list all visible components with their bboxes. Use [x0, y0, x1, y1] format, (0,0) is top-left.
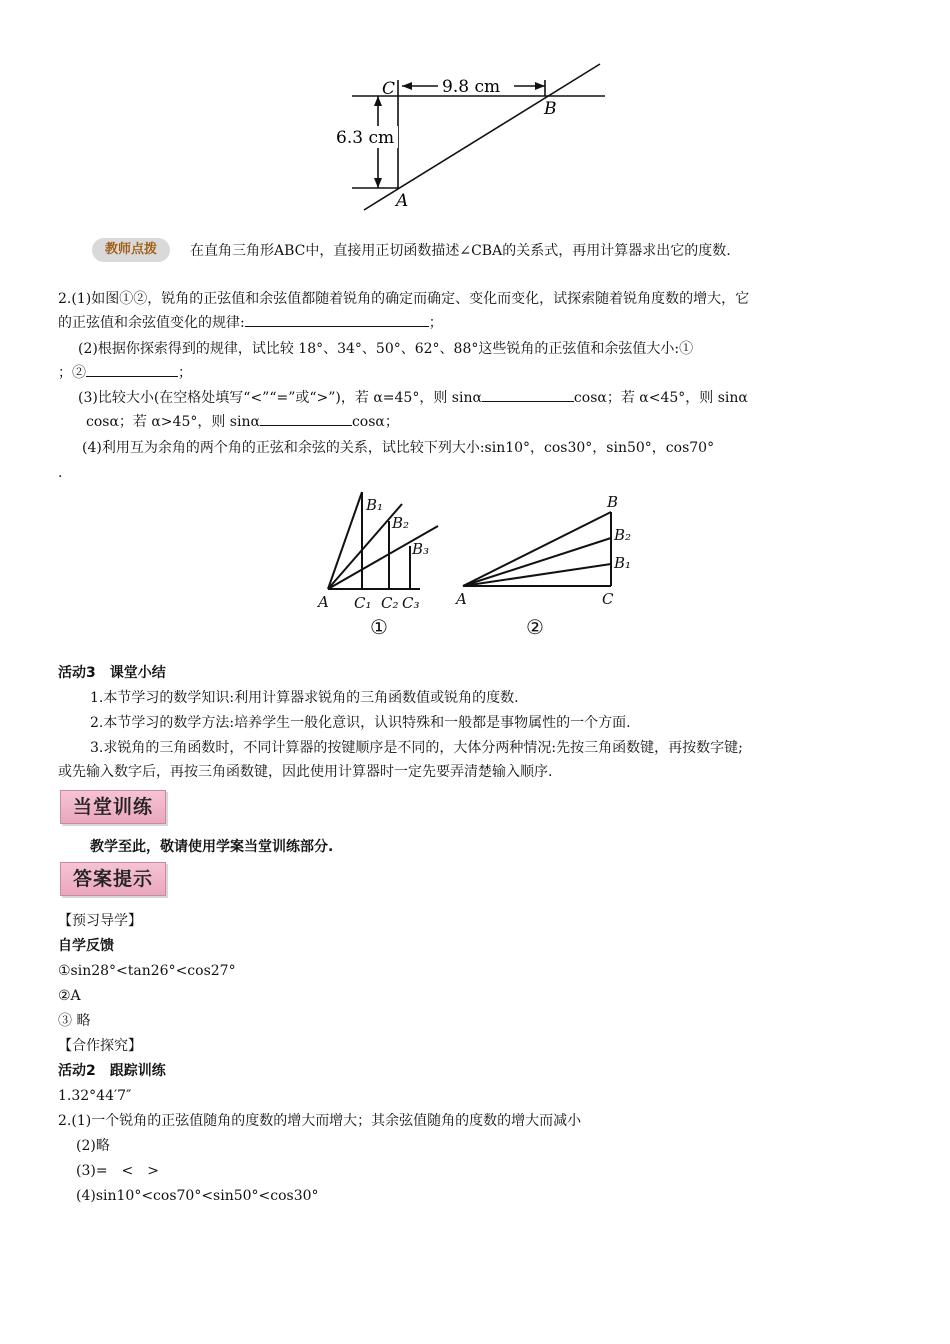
coop-header: 【合作探究】 [58, 1038, 142, 1054]
teacher-tip-text: 在直角三角形ABC中，直接用正切函数描述∠CBA的关系式，再用计算器求出它的度数. [190, 243, 731, 259]
practice-banner: 当堂训练 [60, 790, 166, 824]
fig1-label-B1: B₁ [366, 496, 384, 514]
q2-p2-start: ；② [58, 365, 86, 381]
fig2-label-B2: B₂ [614, 526, 632, 544]
answer-2: ②A [58, 988, 81, 1004]
fig1-label-C3: C₃ [402, 594, 420, 612]
dimension-vertical: 6.3 cm [336, 128, 395, 148]
fig2-label-B: B [607, 493, 619, 511]
fig1-label-C2: C₂ [381, 594, 399, 612]
dimension-horizontal: 9.8 cm [442, 77, 501, 97]
answer-b2-2: (2)略 [76, 1138, 110, 1154]
answer-blank[interactable] [86, 362, 178, 377]
answer-3: ③ 略 [58, 1013, 91, 1029]
figure-right-triangle [330, 58, 630, 218]
q2-p3-line1 [78, 387, 910, 409]
label-A: A [396, 191, 409, 211]
fig1-label-C1: C₁ [354, 594, 372, 612]
q2-p3-c: cosα；若 α>45°，则 sinα [86, 414, 260, 430]
q2-p3-line2 [58, 411, 910, 433]
practice-text: 教学至此，敬请使用学案当堂训练部分. [90, 839, 334, 855]
q2-p2-line1: (2)根据你探索得到的规律，试比较 18°、34°、50°、62°、88°这些锐角的正弦值和余弦值大小:① [78, 341, 694, 357]
figure-pair [310, 488, 640, 648]
label-B: B [544, 99, 557, 119]
q2-p1-text: 的正弦值和余弦值变化的规律: [58, 315, 245, 331]
q2-p3-d: cosα； [351, 414, 399, 430]
answer-b2-4: (4)sin10°<cos70°<sin50°<cos30° [76, 1188, 319, 1204]
teacher-tip-badge: 教师点拨 [92, 238, 170, 262]
fig2-label-C: C [602, 590, 614, 608]
q2-p2-line2 [58, 362, 910, 384]
label-C: C [382, 79, 396, 99]
answer-b2-3: (3)= < > [76, 1163, 160, 1179]
fig2-label-A: A [456, 590, 467, 608]
fig2-label-B1: B₁ [614, 554, 632, 572]
answer-blank[interactable] [260, 411, 352, 426]
activity3-item1: 1.本节学习的数学知识:利用计算器求锐角的三角函数值或锐角的度数. [90, 690, 519, 706]
q2-p3-b: cosα；若 α<45°，则 sinα [573, 390, 748, 406]
activity3-heading: 活动3 课堂小结 [58, 665, 166, 681]
fig1-label-B2: B₂ [392, 514, 410, 532]
q2-p1-line2 [58, 312, 910, 334]
q2-p4-line1: (4)利用互为余角的两个角的正弦和余弦的关系，试比较下列大小:sin10°，cos30°，sin50°，cos70° [82, 440, 715, 456]
q2-p1-line1: 2.(1)如图①②，锐角的正弦值和余弦值都随着锐角的确定而确定、变化而变化，试探索随着锐角度数的增大，它 [58, 291, 750, 307]
answer-b2-1: 2.(1)一个锐角的正弦值随角的度数的增大而增大；其余弦值随角的度数的增大而减小 [58, 1113, 582, 1129]
fig1-label-B3: B₃ [412, 540, 430, 558]
q2-p2-end: ； [178, 365, 192, 381]
fig1-label-A: A [318, 593, 329, 611]
activity3-item3-line1: 3.求锐角的三角函数时，不同计算器的按键顺序是不同的，大体分两种情况:先按三角函数键，再按数字键; [90, 740, 743, 756]
answers-banner: 答案提示 [60, 862, 166, 896]
fig2-caption: ② [526, 615, 544, 639]
answer-blank[interactable] [58, 412, 86, 426]
answer-blank[interactable] [245, 312, 429, 327]
activity2-heading: 活动2 跟踪训练 [58, 1063, 166, 1079]
answer-blank[interactable] [482, 387, 574, 402]
q2-p1-end: ； [428, 315, 443, 331]
self-feedback-heading: 自学反馈 [58, 938, 114, 954]
fig1-caption: ① [370, 615, 388, 639]
answer-b1: 1.32°44′7″ [58, 1088, 132, 1104]
q2-p4-line2: . [58, 465, 63, 481]
answer-1: ①sin28°<tan26°<cos27° [58, 963, 236, 979]
q2-p3-a: (3)比较大小(在空格处填写“<”“=”或“>”)，若 α=45°，则 sinα [78, 390, 482, 406]
activity3-item3-line2: 或先输入数字后，再按三角函数键，因此使用计算器时一定先要弄清楚输入顺序. [58, 764, 553, 780]
activity3-item2: 2.本节学习的数学方法:培养学生一般化意识，认识特殊和一般都是事物属性的一个方面. [90, 715, 631, 731]
preview-header: 【预习导学】 [58, 913, 142, 929]
